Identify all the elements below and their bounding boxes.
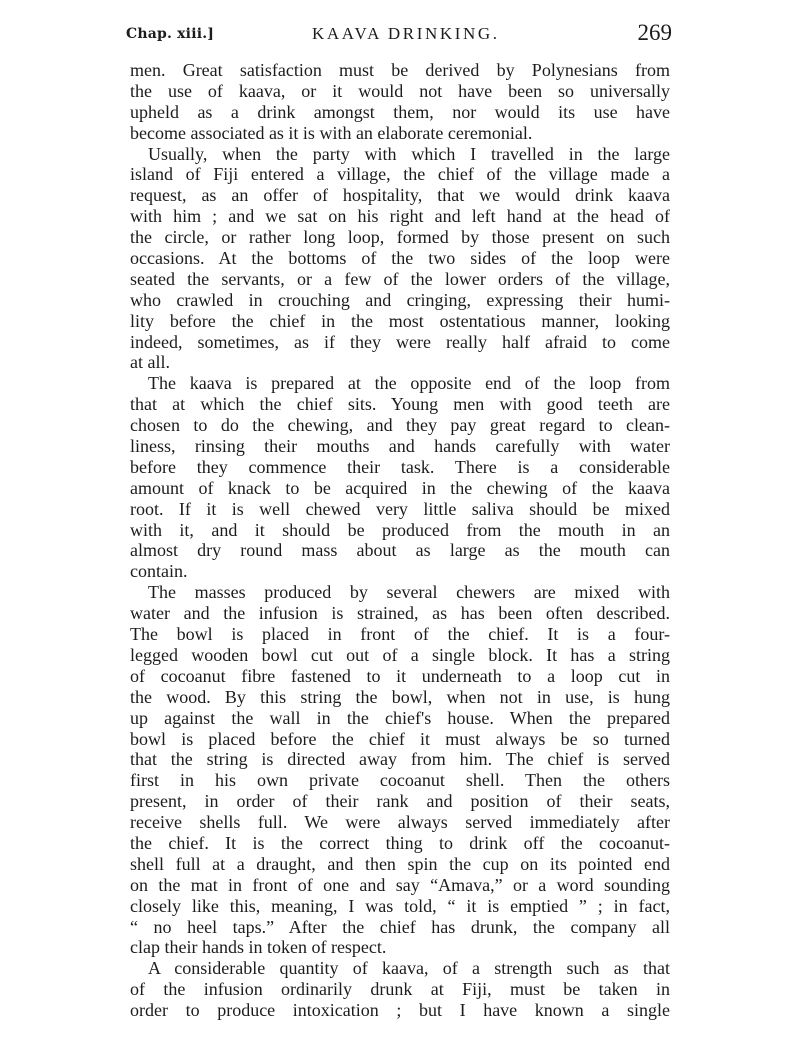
text-line: upheld as a drink amongst them, nor would its use have [130,101,670,122]
paragraph-first-line: Usually, when the party with which I travelled in the large [148,143,670,164]
text-line: root. If it is well chewed very little saliva should be mixed [130,498,670,519]
text-line: the wood. By this string the bowl, when not in use, is hung [130,686,670,707]
text-line: first in his own private cocoanut shell. Then the others [130,770,670,791]
chapter-reference: Chap. xiii.] [126,26,215,42]
text-line: up against the wall in the chief's house. When the prepared [130,707,670,728]
text-line: present, in order of their rank and position of their seats, [130,791,670,812]
running-title: KAAVA DRINKING. [312,24,500,43]
paragraph-first-line: The masses produced by several chewers are mixed with [148,582,670,603]
text-line: with it, and it should be produced from the mouth in an [130,519,670,540]
text-line: amount of knack to be acquired in the chewing of the kaava [130,477,670,498]
text-line: lity before the chief in the most ostentatious manner, looking [130,310,670,331]
text-line: island of Fiji entered a village, the chief of the village made a [130,164,670,185]
text-line: of the infusion ordinarily drunk at Fiji, must be taken in [130,979,670,1000]
text-line: that the string is directed away from him. The chief is served [130,749,670,770]
text-line: almost dry round mass about as large as the mouth can [130,540,670,561]
text-line: contain. [130,561,188,582]
text-line: bowl is placed before the chief it must always be so turned [130,728,670,749]
text-line: before they commence their task. There is a considerable [130,456,670,477]
text-line: request, as an offer of hospitality, that we would drink kaava [130,185,670,206]
text-line: water and the infusion is strained, as has been often described. [130,603,670,624]
text-line: that at which the chief sits. Young men with good teeth are [130,394,670,415]
text-line: clap their hands in token of respect. [130,937,387,958]
text-line: of cocoanut fibre fastened to it underneath to a loop cut in [130,665,670,686]
text-line: legged wooden bowl cut out of a single block. It has a string [130,644,670,665]
text-line: the circle, or rather long loop, formed by those present on such [130,227,670,248]
text-line: The bowl is placed in front of the chief. It is a four- [130,624,670,645]
text-line: with him ; and we sat on his right and left hand at the head of [130,206,670,227]
text-line: indeed, sometimes, as if they were really half afraid to come [130,331,670,352]
text-line: liness, rinsing their mouths and hands carefully with water [130,436,670,457]
body-text [130,60,670,1021]
text-line: the chief. It is the correct thing to drink off the cocoanut- [130,832,670,853]
text-line: “ no heel taps.” After the chief has drunk, the company all [130,916,670,937]
text-line: shell full at a draught, and then spin the cup on its pointed end [130,853,670,874]
paragraph-first-line: A considerable quantity of kaava, of a strength such as that [148,958,670,979]
text-line: become associated as it is with an elaborate ceremonial. [130,122,533,143]
text-line: the use of kaava, or it would not have been so universally [130,80,670,101]
text-line: chosen to do the chewing, and they pay great regard to clean- [130,415,670,436]
text-line: men. Great satisfaction must be derived by Polynesians from [130,60,670,80]
text-line: closely like this, meaning, I was told, “ it is emptied ” ; in fact, [130,895,670,916]
running-head [126,16,674,52]
page-number: 269 [637,20,672,45]
text-line: order to produce intoxication ; but I have known a single [130,1000,670,1021]
text-line: at all. [130,352,170,373]
text-line: who crawled in crouching and cringing, expressing their humi- [130,289,670,310]
text-line: seated the servants, or a few of the lower orders of the village, [130,268,670,289]
text-line: occasions. At the bottoms of the two sides of the loop were [130,248,670,269]
text-line: on the mat in front of one and say “Amava,” or a word sounding [130,874,670,895]
text-line: receive shells full. We were always served immediately after [130,812,670,833]
paragraph-first-line: The kaava is prepared at the opposite end of the loop from [148,373,670,394]
